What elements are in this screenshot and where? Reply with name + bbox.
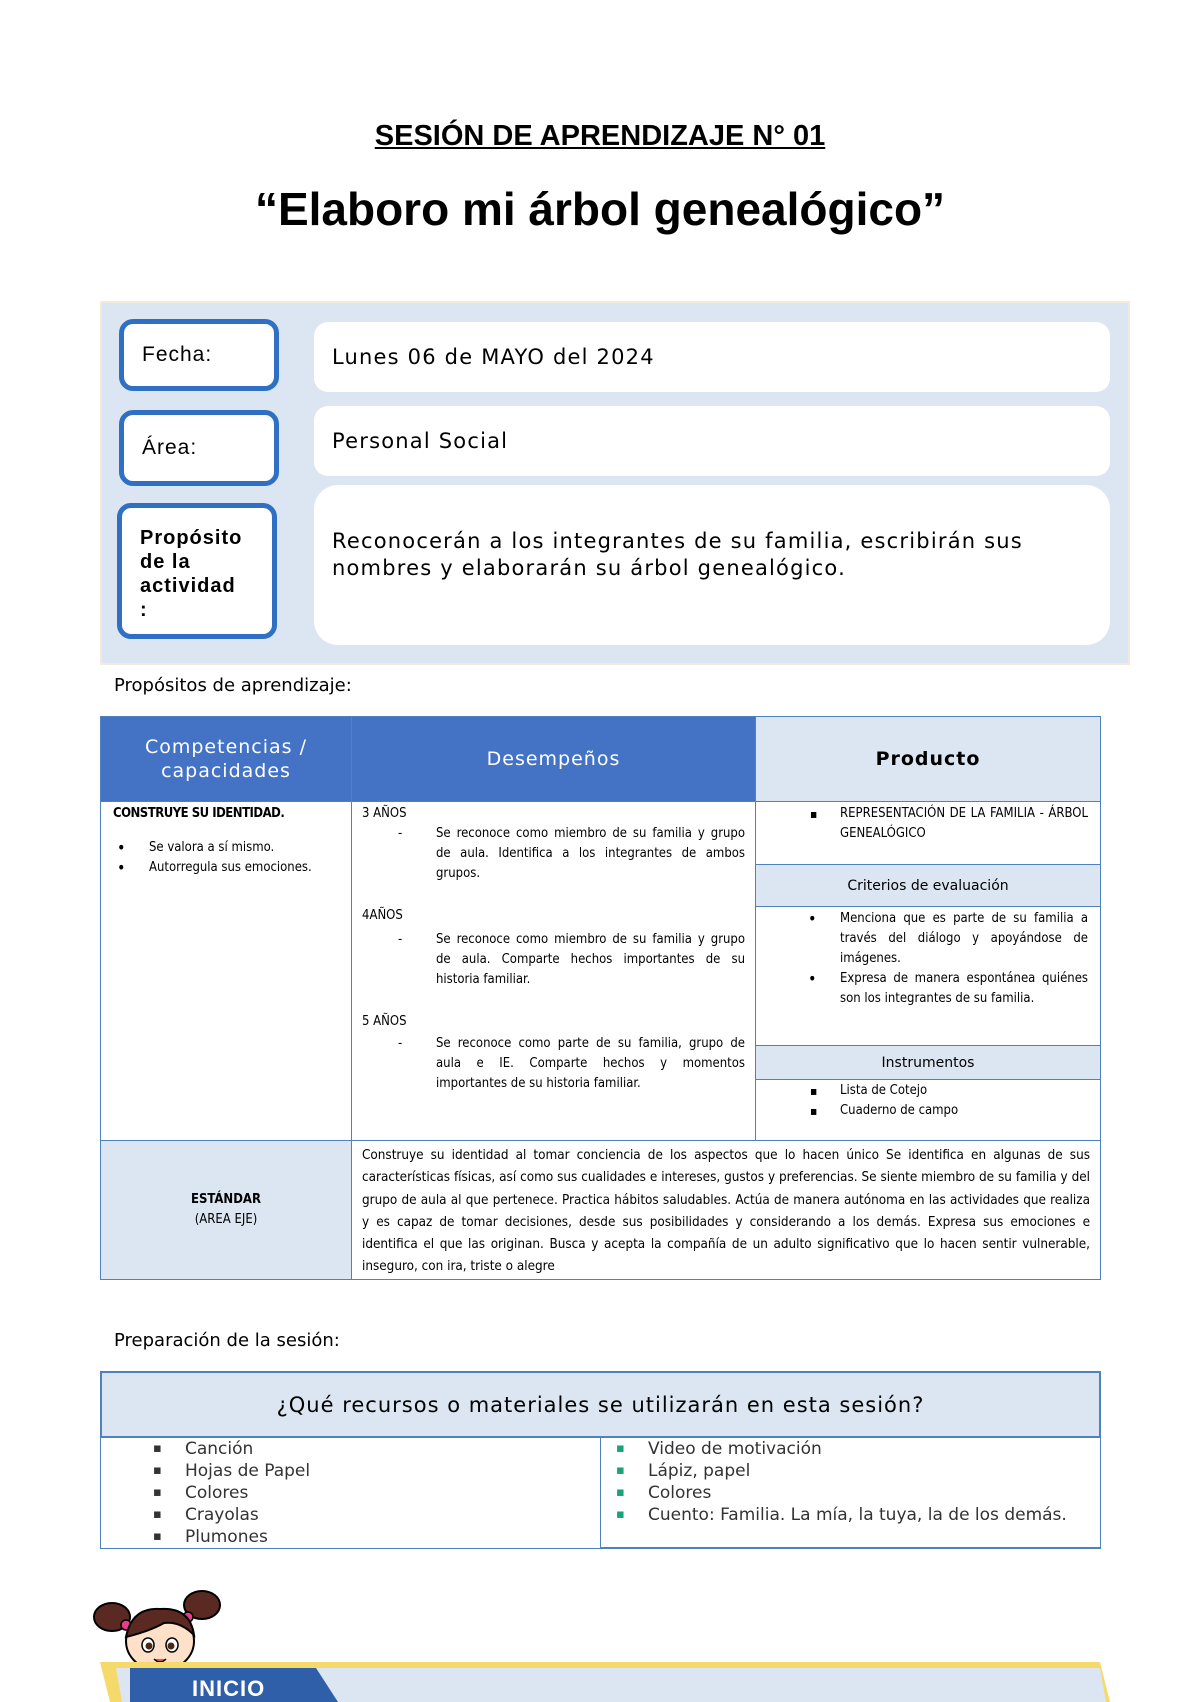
inicio-label: INICIO [192, 1676, 266, 1701]
performance-text: - Se reconoce como miembro de su familia y grupo de aula. Comparte hechos importantes de su historia familiar. [398, 932, 745, 987]
resources-question: ¿Qué recursos o materiales se utilizarán en esta sesión? [100, 1371, 1101, 1438]
list-item: • Menciona que es parte de su familia a través del diálogo y apoyándose de imágenes. [840, 909, 1088, 969]
learning-purposes-label: Propósitos de aprendizaje: [114, 675, 352, 696]
purpose-value-line: Reconocerán a los integrantes de su familia, escribirán sus [332, 529, 1023, 553]
date-label: Fecha: [119, 319, 279, 391]
list-item: ▪ Colores [185, 1482, 600, 1504]
purpose-label-line: actividad [140, 575, 236, 597]
list-item: ▪ Hojas de Papel [185, 1460, 600, 1482]
session-title: “Elaboro mi árbol genealógico” [254, 183, 946, 235]
standard-text: Construye su identidad al tomar conciencia de los aspectos que lo hacen único Se identifica en algunas de sus características físicas, así como sus cualidades e intereses, gustos y preferencias. Se siente miembro de su familia y del grupo de aula al que pertenece. Practica hábitos saludables. Actúa de manera autónoma en las actividades que realiza y es capaz de tomar decisiones, desde sus posibilidades y considerando a los demás. Expresa sus emociones e identifica el que las originan. Busca y acepta la compañía de un adulto significativo que lo hacen sentir vulnerable, inseguro, con ira, triste o alegre [351, 1140, 1101, 1280]
criteria-cell [755, 906, 1101, 1046]
performance-age: 4AÑOS [362, 908, 403, 923]
resources-table [100, 1371, 1101, 1549]
purpose-label-line: : [140, 599, 148, 621]
header-performances: Desempeños [351, 716, 756, 802]
performance-text: - Se reconoce como miembro de su familia y grupo de aula. Identifica a los integrantes de ambos grupos. [398, 826, 745, 881]
purpose-value [314, 485, 1110, 645]
performance-age: 3 AÑOS [362, 806, 407, 821]
area-value: Personal Social [314, 406, 1110, 476]
performance-text-content: Se reconoce como miembro de su familia y grupo de aula. Identifica a los integrantes de ambos grupos. [436, 826, 745, 881]
list-item: ▪ Crayolas [185, 1504, 600, 1526]
instruments-header: Instrumentos [755, 1045, 1101, 1080]
performance-age: 5 AÑOS [362, 1014, 407, 1029]
purpose-value-line: nombres y elaborarán su árbol genealógico. [332, 556, 846, 580]
list-item: ▪ REPRESENTACIÓN DE LA FAMILIA - ÁRBOL GENEALÓGICO [840, 804, 1088, 844]
date-value: Lunes 06 de MAYO del 2024 [314, 322, 1110, 392]
list-item: ▪ Cuaderno de campo [840, 1101, 1088, 1121]
list-item: • Expresa de manera espontánea quiénes son los integrantes de su familia. [840, 969, 1088, 1009]
standard-label: ESTÁNDAR [191, 1192, 261, 1207]
resources-left-cell [100, 1437, 601, 1549]
list-item: ▪ Lista de Cotejo [840, 1081, 1088, 1101]
capacities-list [113, 838, 339, 878]
preparation-label: Preparación de la sesión: [114, 1330, 340, 1351]
list-item: ▪ Video de motivación [648, 1438, 1100, 1460]
competencies-cell [100, 801, 352, 1141]
list-item: • Autorregula sus emociones. [149, 858, 339, 878]
product-list [840, 804, 1088, 844]
resources-right-list [648, 1438, 1100, 1526]
session-number: SESIÓN DE APRENDIZAJE N° 01 [374, 120, 826, 152]
header-competencies-line: Competencias / [144, 736, 308, 758]
area-label: Área: [119, 410, 279, 486]
header-product: Producto [755, 716, 1101, 802]
list-item: ▪ Cuento: Familia. La mía, la tuya, la de los demás. [648, 1504, 1100, 1526]
purpose-label [117, 503, 277, 639]
list-item: ▪ Colores [648, 1482, 1100, 1504]
standard-label-cell [100, 1140, 352, 1280]
product-cell [755, 801, 1101, 865]
criteria-list [840, 909, 1088, 1009]
instruments-cell [755, 1079, 1101, 1141]
list-item: ▪ Canción [185, 1438, 600, 1460]
header-competencies [100, 716, 352, 802]
learning-purposes-table [100, 716, 1101, 1280]
criteria-header: Criterios de evaluación [755, 864, 1101, 907]
performances-cell [351, 801, 756, 1141]
header-competencies-line: capacidades [161, 760, 291, 782]
standard-sublabel: (AREA EJE) [194, 1212, 258, 1227]
performance-text-content: Se reconoce como parte de su familia, grupo de aula e IE. Comparte hechos y momentos importantes de su historia familiar. [436, 1036, 745, 1091]
purpose-label-line: Propósito [140, 527, 243, 549]
list-item: ▪ Lápiz, papel [648, 1460, 1100, 1482]
resources-right-cell [600, 1437, 1101, 1549]
competency-title: CONSTRUYE SU IDENTIDAD. [113, 806, 285, 821]
inicio-banner [100, 1662, 1110, 1702]
list-item: • Se valora a sí mismo. [149, 838, 339, 858]
purpose-label-line: de la [140, 551, 191, 573]
instruments-list [840, 1081, 1088, 1121]
resources-left-list [185, 1438, 600, 1548]
list-item: ▪ Plumones [185, 1526, 600, 1548]
performance-text: - Se reconoce como parte de su familia, grupo de aula e IE. Comparte hechos y momentos importantes de su historia familiar. [398, 1036, 745, 1091]
performance-text-content: Se reconoce como miembro de su familia y grupo de aula. Comparte hechos importantes de su historia familiar. [436, 932, 745, 987]
